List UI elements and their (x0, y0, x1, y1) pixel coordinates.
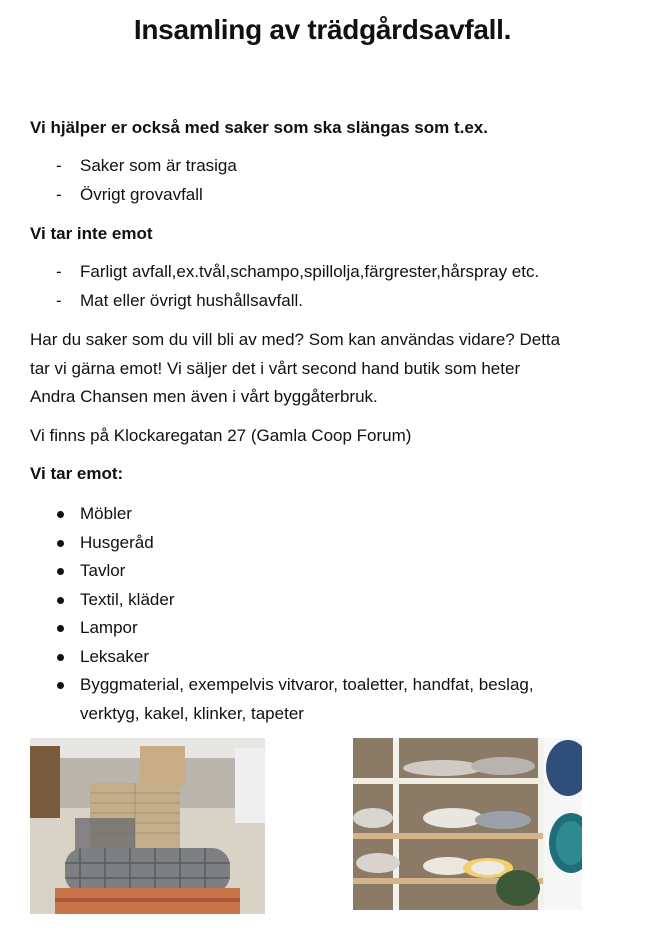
bullet-icon (57, 511, 64, 518)
list-item: Möbler (54, 500, 534, 529)
dash-marker: - (56, 290, 62, 310)
list-item: - Saker som är trasiga (54, 152, 237, 181)
bullet-icon (57, 625, 64, 632)
dash-marker: - (56, 262, 62, 281)
section-heading-accepted: Vi tar emot: (30, 464, 124, 483)
photo-household-items (353, 738, 582, 910)
list-item: Textil, kläder (54, 586, 534, 615)
help-list (54, 152, 237, 209)
bullet-icon (57, 597, 64, 604)
list-item: Leksaker (54, 643, 534, 672)
list-item: - Mat eller övrigt hushållsavfall. (54, 287, 539, 316)
list-item: - Övrigt grovavfall (54, 181, 237, 210)
list-item: Husgeråd (54, 529, 534, 558)
photo-building-materials (30, 738, 265, 914)
list-item: Lampor (54, 614, 534, 643)
bullet-icon (57, 682, 64, 689)
bullet-icon (57, 654, 64, 661)
list-item: - Farligt avfall,ex.tvål,schampo,spillolja,färgrester,hårspray etc. (54, 258, 539, 287)
info-paragraph: Har du saker som du vill bli av med? Som kan användas vidare? Detta tar vi gärna emot! Vi säljer det i vårt second hand butik som heter Andra Chansen men även i vårt byggåterbruk. (30, 330, 561, 406)
bullet-icon (57, 540, 64, 547)
accepted-list (54, 500, 534, 728)
page-title: Insamling av trädgårdsavfall. (133, 14, 512, 45)
dash-marker: - (56, 156, 62, 175)
bullet-icon (57, 568, 64, 575)
dash-marker: - (56, 184, 62, 204)
section-heading-not-accepted: Vi tar inte emot (30, 224, 153, 243)
list-item: Tavlor (54, 557, 534, 586)
address-text: Vi finns på Klockaregatan 27 (Gamla Coop Forum) (30, 426, 412, 445)
not-accepted-list (54, 258, 539, 315)
section-heading-help: Vi hjälper er också med saker som ska slängas som t.ex. (30, 118, 488, 137)
list-item: Byggmaterial, exempelvis vitvaror, toaletter, handfat, beslag, verktyg, kakel, klinker, tapeter (54, 671, 534, 728)
